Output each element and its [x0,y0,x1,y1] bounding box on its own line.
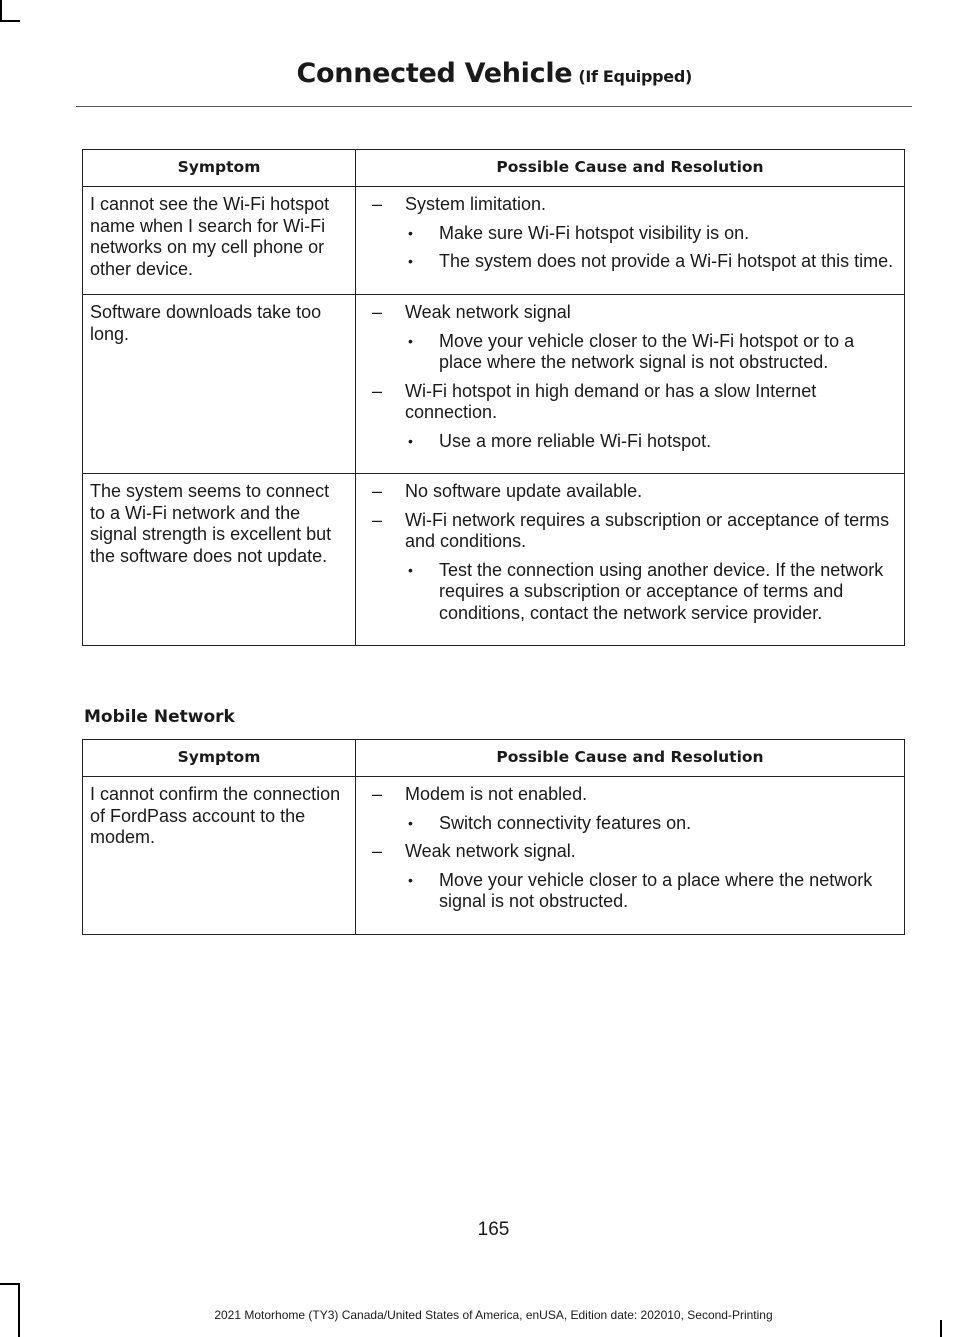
resolution-cell [356,474,905,646]
table-row [83,777,905,935]
crop-mark [940,1320,942,1337]
symptom-cell: I cannot confirm the connection of FordPass account to the modem. [83,777,356,935]
cause-item: – No software update available. [363,481,898,503]
cause-item: – Wi-Fi hotspot in high demand or has a slow Internet connection. [363,381,898,424]
header-divider [76,106,912,107]
column-header-symptom: Symptom [83,740,356,777]
page-title-qualifier: (If Equipped) [578,67,692,86]
resolution-step: • Switch connectivity features on. [363,813,898,835]
column-header-resolution: Possible Cause and Resolution [356,740,905,777]
mobile-network-troubleshooting-table [82,739,905,935]
resolution-step: • Move your vehicle closer to the Wi-Fi hotspot or to a place where the network signal is not obstructed. [363,331,898,374]
resolution-step: • Use a more reliable Wi-Fi hotspot. [363,431,898,453]
crop-mark [0,0,2,20]
resolution-step: • The system does not provide a Wi-Fi hotspot at this time. [363,251,898,273]
resolution-step: • Test the connection using another device. If the network requires a subscription or acceptance of terms and conditions, contact the network service provider. [363,560,898,625]
table-header-row [83,150,905,187]
edition-footer: 2021 Motorhome (TY3) Canada/United States of America, enUSA, Edition date: 202010, Second-Printing [214,1308,773,1322]
crop-mark [0,20,20,22]
column-header-symptom: Symptom [83,150,356,187]
cause-item: – Weak network signal [363,302,898,324]
resolution-step: • Move your vehicle closer to a place where the network signal is not obstructed. [363,870,898,913]
cause-item: – System limitation. [363,194,898,216]
resolution-cell [356,187,905,295]
column-header-resolution: Possible Cause and Resolution [356,150,905,187]
wifi-troubleshooting-table [82,149,905,646]
resolution-step: • Make sure Wi-Fi hotspot visibility is on. [363,223,898,245]
resolution-cell [356,777,905,935]
cause-item: – Wi-Fi network requires a subscription or acceptance of terms and conditions. [363,510,898,553]
crop-mark [0,1283,20,1285]
cause-item: – Weak network signal. [363,841,898,863]
cause-item: – Modem is not enabled. [363,784,898,806]
symptom-cell: I cannot see the Wi-Fi hotspot name when I search for Wi-Fi networks on my cell phone or other device. [83,187,356,295]
table-row [83,295,905,474]
table-row [83,187,905,295]
resolution-cell [356,295,905,474]
table-row [83,474,905,646]
symptom-cell: The system seems to connect to a Wi-Fi network and the signal strength is excellent but the software does not update. [83,474,356,646]
section-heading-mobile-network: Mobile Network [84,707,235,727]
table-header-row [83,740,905,777]
page-title-main: Connected Vehicle [296,58,573,89]
page-number: 165 [477,1219,510,1240]
page-title [297,58,692,89]
symptom-cell: Software downloads take too long. [83,295,356,474]
